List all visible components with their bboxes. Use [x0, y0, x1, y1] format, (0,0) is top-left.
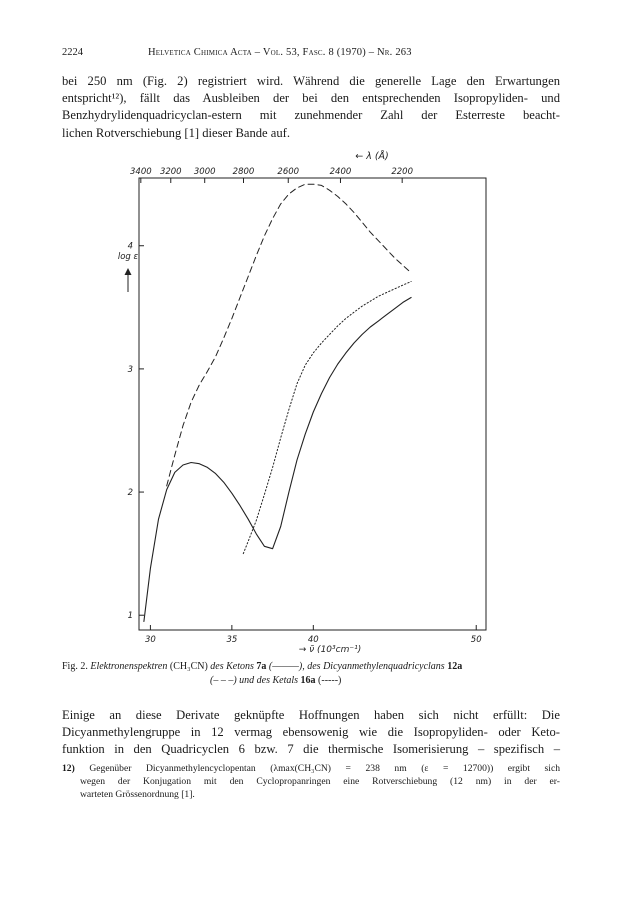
wavelength-tick-label: 2800: [232, 167, 255, 177]
wavenumber-tick-label: 35: [226, 635, 238, 645]
wavelength-tick-label: 3000: [193, 167, 216, 177]
footnote-line: Gegenüber Dicyanmethylencyclopentan (λmax(CH₃CN) = 238 nm (ε = 12700)) ergibt sich: [89, 763, 560, 774]
arrow-up-icon: [125, 268, 132, 275]
footnote-number: 12): [62, 763, 75, 774]
series-line-1: [144, 298, 411, 622]
spectrum-curves: [144, 184, 411, 621]
plot-border: [139, 178, 486, 630]
page-number: 2224: [62, 47, 83, 58]
text-line: Einige an diese Derivate geknüpfte Hoffnungen haben sich nicht erfüllt: Die: [62, 708, 560, 722]
footnote-line: warteten Grössenordnung [1].: [80, 789, 195, 800]
wavelength-tick-label: 2400: [329, 167, 352, 177]
text-line: lichen Rotverschiebung [1] dieser Bande auf.: [62, 125, 291, 140]
caption-text: des Ketons: [210, 661, 254, 672]
paragraph-2: [62, 707, 560, 759]
compound-label: 7a: [256, 661, 267, 672]
figure-label: Fig. 2.: [62, 661, 88, 672]
wavenumber-tick-label: 30: [144, 635, 156, 645]
text-line: entspricht¹²), fällt das Ausbleiben der bei den entsprechenden Isopropyliden- und: [62, 91, 560, 106]
log-epsilon-axis-label: log ε: [117, 252, 139, 262]
log-epsilon-tick-label: 3: [127, 364, 133, 375]
journal-title: Helvetica Chimica Acta – Vol. 53, Fasc. 8 (1970) – Nr. 263: [148, 47, 412, 58]
footnote-line: wegen der Konjugation mit den Cyclopropanringen eine Rotverschiebung (12 nm) in der er-: [80, 776, 560, 787]
caption-text: (– – –) und des Ketals: [210, 675, 299, 686]
text-line: Dicyanmethylengruppe in 12 vermag ebensowenig wie die Isopropyliden- oder Keto-: [62, 725, 560, 740]
text-line: bei 250 nm (Fig. 2) registriert wird. Während die generelle Lage den Erwartungen: [62, 74, 560, 88]
wavelength-tick-label: 3400: [130, 167, 152, 177]
caption-title: Elektronenspektren: [90, 661, 168, 672]
caption-text: (-----): [318, 675, 342, 686]
log-epsilon-axis: [118, 242, 144, 621]
series-line-3: [243, 282, 411, 554]
wavenumber-tick-label: 40: [307, 635, 319, 645]
figure-caption: [62, 660, 562, 688]
wavenumber-tick-label: 50: [470, 635, 482, 645]
wavelength-tick-label: 2200: [391, 167, 413, 177]
wavelength-tick-label: 3200: [159, 167, 182, 177]
series-line-2: [167, 184, 411, 486]
caption-text: (———), des Dicyanmethylenquadricyclans: [268, 661, 445, 672]
wavenumber-axis-label: → ν̃ (10³cm⁻¹): [298, 645, 362, 655]
log-epsilon-tick-label: 1: [127, 611, 133, 622]
log-epsilon-tick-label: 4: [127, 241, 133, 252]
caption-solvent: (CH₃CN): [169, 661, 208, 672]
compound-label: 16a: [300, 675, 316, 686]
wavelength-axis-label: ← λ (Å): [355, 151, 389, 162]
compound-label: 12a: [447, 661, 463, 672]
log-epsilon-tick-label: 2: [127, 488, 133, 499]
text-line: funktion in den Quadricyclen 6 bzw. 7 die thermische Isomerisierung – spezifisch –: [62, 742, 560, 757]
text-line: Benzhydrylidenquadricyclan-estern mit zunehmender Zahl der Esterreste beacht-: [62, 108, 560, 123]
plot-frame: [139, 178, 486, 630]
footnote: [62, 762, 560, 801]
wavelength-tick-label: 2600: [277, 167, 300, 177]
